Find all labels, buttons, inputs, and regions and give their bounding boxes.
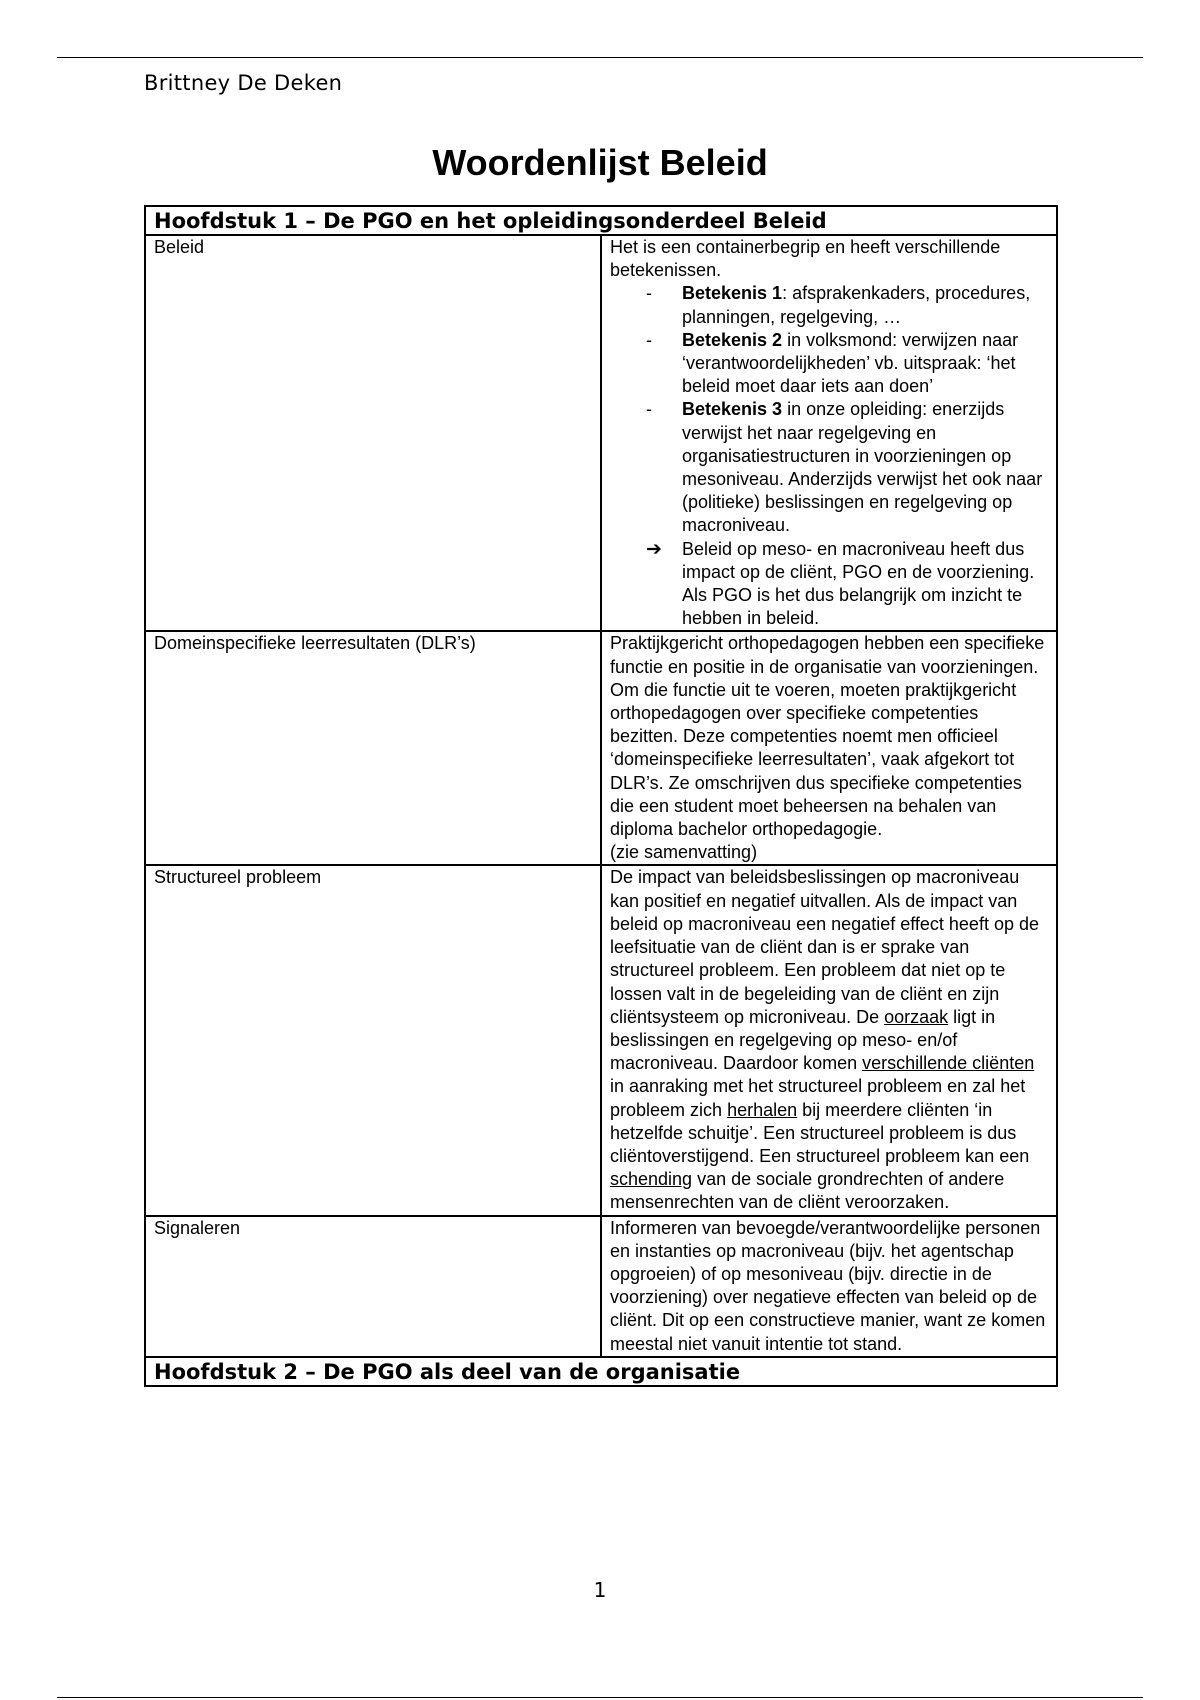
definition-cell xyxy=(601,235,1057,631)
meaning-text: in volksmond: verwijzen naar ‘verantwoordelijkheden’ vb. uitspraak: ‘het beleid moet daar iets aan doen’ xyxy=(682,329,1019,397)
meaning-text: : afsprakenkaders, procedures, planningen, regelgeving, … xyxy=(682,283,1031,327)
term-cell: Beleid xyxy=(145,235,601,631)
underlined-term: schending xyxy=(610,1169,693,1190)
chapter-heading-2: Hoofdstuk 2 – De PGO als deel van de organisatie xyxy=(145,1357,1057,1386)
definition-intro: Het is een containerbegrip en heeft verschillende betekenissen. xyxy=(610,237,1001,281)
definition-note: (zie samenvatting) xyxy=(610,842,758,863)
arrow-right-icon: ➔ xyxy=(646,537,662,560)
underlined-term: herhalen xyxy=(727,1099,798,1120)
meanings-list xyxy=(610,282,1050,630)
meaning-text: in onze opleiding: enerzijds verwijst het naar regelgeving en organisatiestructuren in voorzieningen op mesoniveau. Anderzijds verwijst het ook naar (politieke) beslissingen en regelgeving op macroniveau. xyxy=(682,399,1043,536)
definition-cell: Informeren van bevoegde/verantwoordelijke personen en instanties op macroniveau (bijv. het agentschap opgroeien) of op mesoniveau (bijv. directie in de voorziening) over negatieve effecten van beleid op de cliënt. Dit op een constructieve manier, want ze komen meestal niet vanuit intentie tot stand. xyxy=(601,1216,1057,1357)
definition-text: Praktijkgericht orthopedagogen hebben een specifieke functie en positie in de organisatie van voorzieningen. Om die functie uit te voeren, moeten praktijkgericht orthopedagogen over specifieke competenties bezitten. Deze competenties noemt men officieel ‘domeinspecifieke leerresultaten’, vaak afgekort tot DLR’s. Ze omschrijven dus specifieke competenties die een student moet beheersen na behalen van diploma bachelor orthopedagogie. xyxy=(610,633,1045,840)
definition-cell xyxy=(601,865,1057,1215)
definition-text: De impact van beleidsbeslissingen op macroniveau kan positief en negatief uitvallen. Als de impact van beleid op macroniveau een negatief effect heeft op de leefsituatie van de cliënt dan is er sprake van structureel probleem. Een probleem dat niet op te lossen valt in de begeleiding van de cliënt en zijn cliëntsysteem op microniveau. De xyxy=(610,867,1039,1027)
header-rule xyxy=(57,57,1143,58)
underlined-term: verschillende cliënten xyxy=(862,1053,1035,1074)
glossary-row-signaleren xyxy=(145,1216,1057,1357)
definition-text: van de sociale grondrechten of andere mensenrechten van de cliënt veroorzaken. xyxy=(610,1169,1005,1213)
glossary-row-structureel-probleem xyxy=(145,865,1057,1215)
term-cell: Domeinspecifieke leerresultaten (DLR’s) xyxy=(145,631,601,865)
glossary-table xyxy=(144,205,1058,1387)
document-title: Woordenlijst Beleid xyxy=(432,142,768,183)
underlined-term: oorzaak xyxy=(884,1006,949,1027)
meaning-item xyxy=(646,282,1050,328)
glossary-row-dlr xyxy=(145,631,1057,865)
meaning-item xyxy=(646,329,1050,399)
dash-marker: - xyxy=(646,283,652,304)
chapter-row xyxy=(145,1357,1057,1386)
page-number: 1 xyxy=(593,1578,607,1602)
conclusion-text: Beleid op meso- en macroniveau heeft dus impact op de cliënt, PGO en de voorziening. Als PGO is het dus belangrijk om inzicht te hebben in beleid. xyxy=(682,538,1035,629)
glossary-row-beleid xyxy=(145,235,1057,631)
footer-rule xyxy=(57,1697,1143,1698)
term-cell: Structureel probleem xyxy=(145,865,601,1215)
term-cell: Signaleren xyxy=(145,1216,601,1357)
author-name: Brittney De Deken xyxy=(144,71,343,95)
definition-text: in aanraking met het structureel probleem en zal het probleem zich xyxy=(610,1076,1026,1120)
meaning-label: Betekenis 3 xyxy=(682,399,783,420)
dash-marker: - xyxy=(646,399,652,420)
definition-text: ligt in beslissingen en regelgeving op meso- en/of macroniveau. Daardoor komen xyxy=(610,1006,996,1074)
meaning-label: Betekenis 1 xyxy=(682,283,783,304)
chapter-row xyxy=(145,206,1057,235)
definition-text: bij meerdere cliënten ‘in hetzelfde schuitje’. Een structureel probleem is dus cliëntoverstijgend. Een structureel probleem kan een xyxy=(610,1099,1030,1166)
conclusion-item xyxy=(646,538,1050,631)
meaning-label: Betekenis 2 xyxy=(682,329,783,350)
definition-cell xyxy=(601,631,1057,865)
meaning-item xyxy=(646,398,1050,537)
chapter-heading-1: Hoofdstuk 1 – De PGO en het opleidingsonderdeel Beleid xyxy=(145,206,1057,235)
dash-marker: - xyxy=(646,329,652,350)
